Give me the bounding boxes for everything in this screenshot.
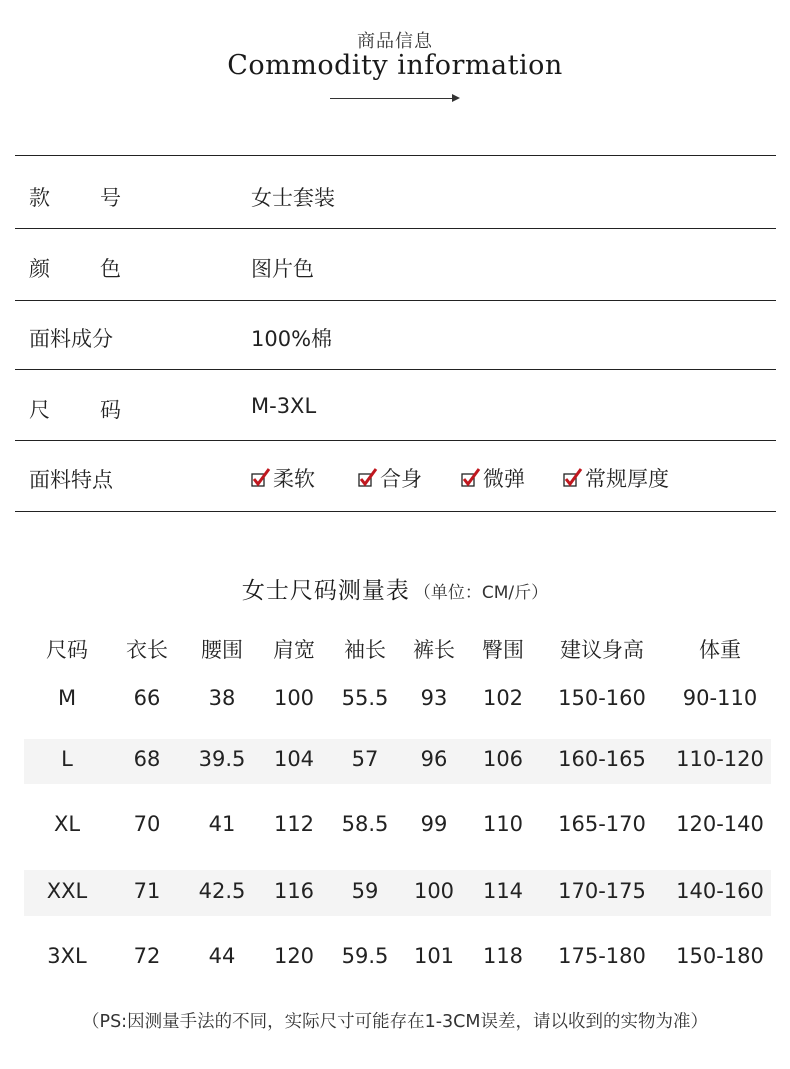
column-header: 腰围 <box>201 638 243 662</box>
table-cell: 106 <box>482 747 524 771</box>
table-cell: 41 <box>208 812 236 836</box>
size-cell: L <box>61 747 73 771</box>
size-chart-title-text: 女士尺码测量表 <box>241 578 410 604</box>
table-cell: 110-120 <box>676 747 764 771</box>
table-cell: 118 <box>482 944 524 968</box>
product-info-table <box>15 155 776 512</box>
color-value: 图片色 <box>251 257 314 281</box>
size-cell: 3XL <box>47 944 87 968</box>
table-cell: 150-160 <box>558 686 646 710</box>
checkmark-icon <box>251 468 271 488</box>
measurement-note: （PS:因测量手法的不同，实际尺寸可能存在1-3CM误差，请以收到的实物为准） <box>82 1012 708 1032</box>
section-title-cn: 商品信息 <box>357 31 433 52</box>
table-cell: 165-170 <box>558 812 646 836</box>
table-cell: 44 <box>208 944 236 968</box>
features-label: 面料特点 <box>29 468 113 492</box>
column-header: 体重 <box>699 638 741 662</box>
table-cell: 57 <box>351 747 379 771</box>
table-cell: 39.5 <box>198 747 246 771</box>
fabric-value: 100%棉 <box>251 327 333 351</box>
table-cell: 101 <box>413 944 455 968</box>
style-value: 女士套装 <box>251 186 335 210</box>
feature-regular-thickness <box>563 463 669 493</box>
table-cell: 120 <box>273 944 315 968</box>
table-cell: 150-180 <box>676 944 764 968</box>
checkmark-icon <box>461 468 481 488</box>
table-cell: 114 <box>482 879 524 903</box>
table-cell: 160-165 <box>558 747 646 771</box>
column-header: 衣长 <box>126 638 168 662</box>
table-cell: 58.5 <box>341 812 389 836</box>
feature-label: 常规厚度 <box>585 467 669 491</box>
table-cell: 71 <box>133 879 161 903</box>
underline-arrow-icon <box>452 94 460 102</box>
table-cell: 90-110 <box>682 686 758 710</box>
column-header: 肩宽 <box>273 638 315 662</box>
table-cell: 104 <box>273 747 315 771</box>
table-cell: 175-180 <box>558 944 646 968</box>
section-title-en: Commodity information <box>227 50 563 81</box>
column-header: 建议身高 <box>560 638 644 662</box>
feature-slight-stretch <box>461 463 525 493</box>
table-cell: 55.5 <box>341 686 389 710</box>
table-cell: 120-140 <box>676 812 764 836</box>
table-cell: 38 <box>208 686 236 710</box>
table-cell: 59 <box>351 879 379 903</box>
table-cell: 59.5 <box>341 944 389 968</box>
table-cell: 100 <box>413 879 455 903</box>
size-chart-unit: （单位：CM/斤） <box>413 583 549 603</box>
title-underline <box>330 98 456 99</box>
info-row-fabric <box>15 301 776 370</box>
table-cell: 112 <box>273 812 315 836</box>
size-cell: XXL <box>46 879 88 903</box>
feature-label: 微弹 <box>483 467 525 491</box>
feature-fit <box>358 463 422 493</box>
size-label: 尺 码 <box>29 398 121 422</box>
checkmark-icon <box>563 468 583 488</box>
table-cell: 68 <box>133 747 161 771</box>
table-cell: 96 <box>420 747 448 771</box>
size-cell: M <box>57 686 77 710</box>
table-cell: 100 <box>273 686 315 710</box>
checkmark-icon <box>358 468 378 488</box>
column-header: 臀围 <box>482 638 524 662</box>
column-header: 袖长 <box>344 638 386 662</box>
color-label: 颜 色 <box>29 257 121 281</box>
info-row-color <box>15 229 776 301</box>
size-cell: XL <box>53 812 81 836</box>
table-cell: 170-175 <box>558 879 646 903</box>
table-cell: 93 <box>420 686 448 710</box>
table-cell: 72 <box>133 944 161 968</box>
style-label: 款 号 <box>29 186 121 210</box>
table-cell: 102 <box>482 686 524 710</box>
table-cell: 70 <box>133 812 161 836</box>
feature-label: 合身 <box>380 467 422 491</box>
feature-label: 柔软 <box>273 467 315 491</box>
column-header: 裤长 <box>413 638 455 662</box>
fabric-label: 面料成分 <box>29 327 113 351</box>
size-chart-title <box>0 572 790 605</box>
info-row-features <box>15 441 776 512</box>
info-row-style <box>15 156 776 229</box>
column-header: 尺码 <box>46 638 88 662</box>
table-cell: 66 <box>133 686 161 710</box>
table-cell: 110 <box>482 812 524 836</box>
table-cell: 42.5 <box>198 879 246 903</box>
info-row-size <box>15 370 776 441</box>
feature-soft <box>251 463 315 493</box>
table-cell: 116 <box>273 879 315 903</box>
size-value: M-3XL <box>251 394 317 418</box>
table-cell: 99 <box>420 812 448 836</box>
table-cell: 140-160 <box>676 879 764 903</box>
